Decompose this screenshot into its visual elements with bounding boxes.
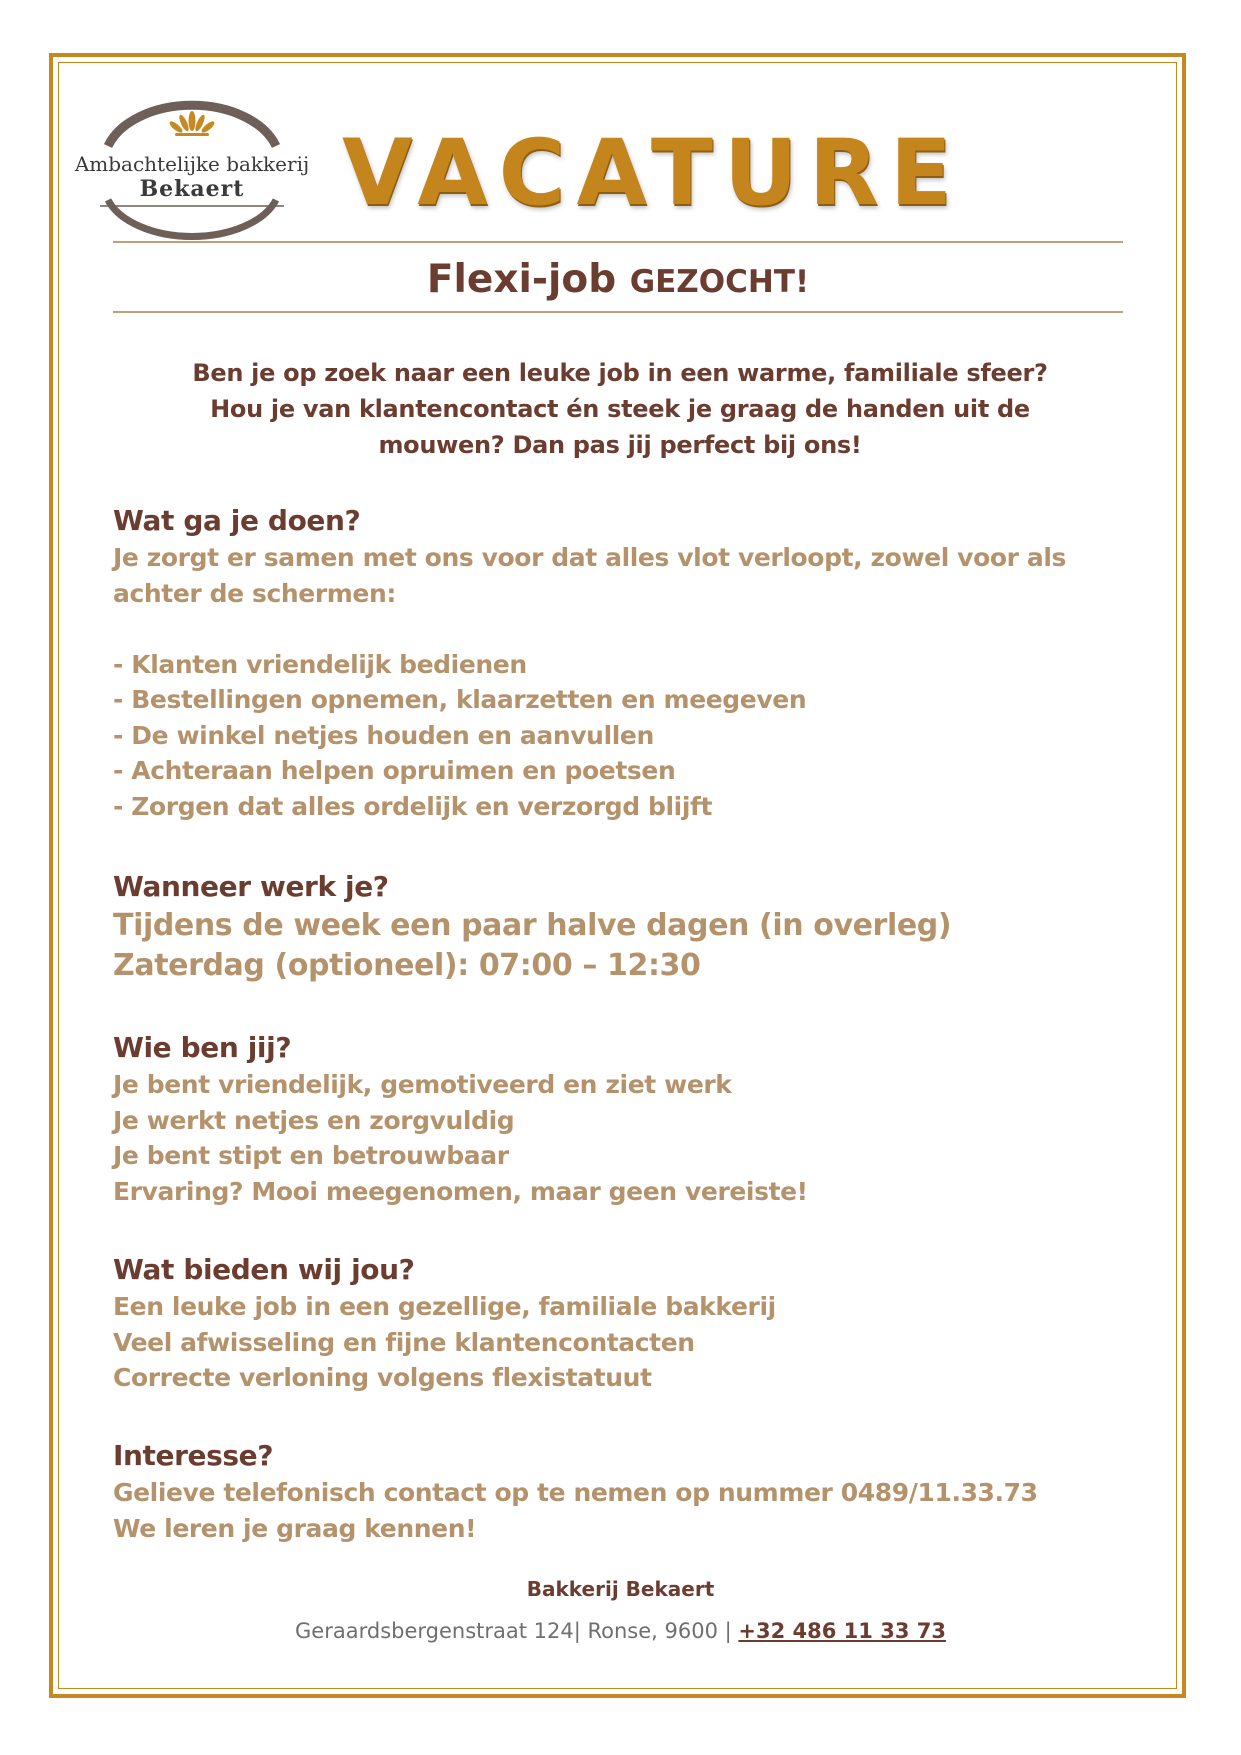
task-item: - Achteraan helpen opruimen en poetsen xyxy=(113,756,676,785)
section-line: Correcte verloning volgens flexistatuut xyxy=(113,1363,652,1392)
task-item: - De winkel netjes houden en aanvullen xyxy=(113,720,654,750)
logo-line-1: Ambachtelijke bakkerij xyxy=(74,152,310,176)
page-title: VACATURE xyxy=(342,121,964,226)
footer-address xyxy=(0,1619,1241,1643)
section-heading: Wat bieden wij jou? xyxy=(113,1253,415,1286)
section-heading: Interesse? xyxy=(113,1439,274,1472)
section-line: Zaterdag (optioneel): 07:00 – 12:30 xyxy=(113,948,701,983)
bakery-logo xyxy=(72,88,312,248)
section-offer xyxy=(113,1251,1153,1396)
section-line: achter de schermen: xyxy=(113,578,396,608)
phone-link[interactable]: +32 486 11 33 73 xyxy=(738,1619,946,1643)
section-tasks xyxy=(113,502,1153,824)
task-item: - Klanten vriendelijk bedienen xyxy=(113,649,527,679)
intro-text xyxy=(140,355,1100,463)
section-heading: Wie ben jij? xyxy=(113,1031,292,1064)
section-heading: Wat ga je doen? xyxy=(113,504,361,537)
section-line: We leren je graag kennen! xyxy=(113,1513,477,1543)
intro-line: Hou je van klantencontact én steek je graag de handen uit de xyxy=(210,395,1030,423)
section-who xyxy=(113,1029,1153,1209)
address-text: Geraardsbergenstraat 124| Ronse, 9600 | xyxy=(295,1619,739,1643)
intro-line: mouwen? Dan pas jij perfect bij ons! xyxy=(378,431,862,459)
section-interest xyxy=(113,1437,1153,1546)
section-line: Een leuke job in een gezellige, familiale bakkerij xyxy=(113,1292,776,1321)
section-line: Je zorgt er samen met ons voor dat alles vlot verloopt, zowel voor als xyxy=(113,543,1066,572)
section-line: Je werkt netjes en zorgvuldig xyxy=(113,1105,515,1135)
task-item: - Bestellingen opnemen, klaarzetten en meegeven xyxy=(113,685,807,714)
company-name: Bakkerij Bekaert xyxy=(526,1577,715,1601)
section-line: Veel afwisseling en fijne klantencontacten xyxy=(113,1327,695,1357)
divider-top xyxy=(113,241,1123,243)
section-line: Ervaring? Mooi meegenomen, maar geen vereiste! xyxy=(113,1176,808,1206)
section-line: Je bent vriendelijk, gemotiveerd en ziet werk xyxy=(113,1070,732,1099)
subtitle xyxy=(113,258,1123,303)
task-item: - Zorgen dat alles ordelijk en verzorgd blijft xyxy=(113,791,713,821)
section-line: Gelieve telefonisch contact op te nemen op nummer 0489/11.33.73 xyxy=(113,1478,1038,1507)
logo-line-2: Bekaert xyxy=(139,176,245,202)
section-line: Je bent stipt en betrouwbaar xyxy=(113,1141,509,1170)
section-line: Tijdens de week een paar halve dagen (in overleg) xyxy=(113,908,952,943)
subtitle-tail: GEZOCHT! xyxy=(629,264,810,300)
subtitle-main: Flexi-job xyxy=(426,257,617,302)
section-when xyxy=(113,868,1153,986)
divider-bottom xyxy=(113,311,1123,313)
intro-line: Ben je op zoek naar een leuke job in een warme, familiale sfeer? xyxy=(192,359,1048,387)
section-heading: Wanneer werk je? xyxy=(113,870,389,903)
wheat-icon xyxy=(168,111,216,136)
